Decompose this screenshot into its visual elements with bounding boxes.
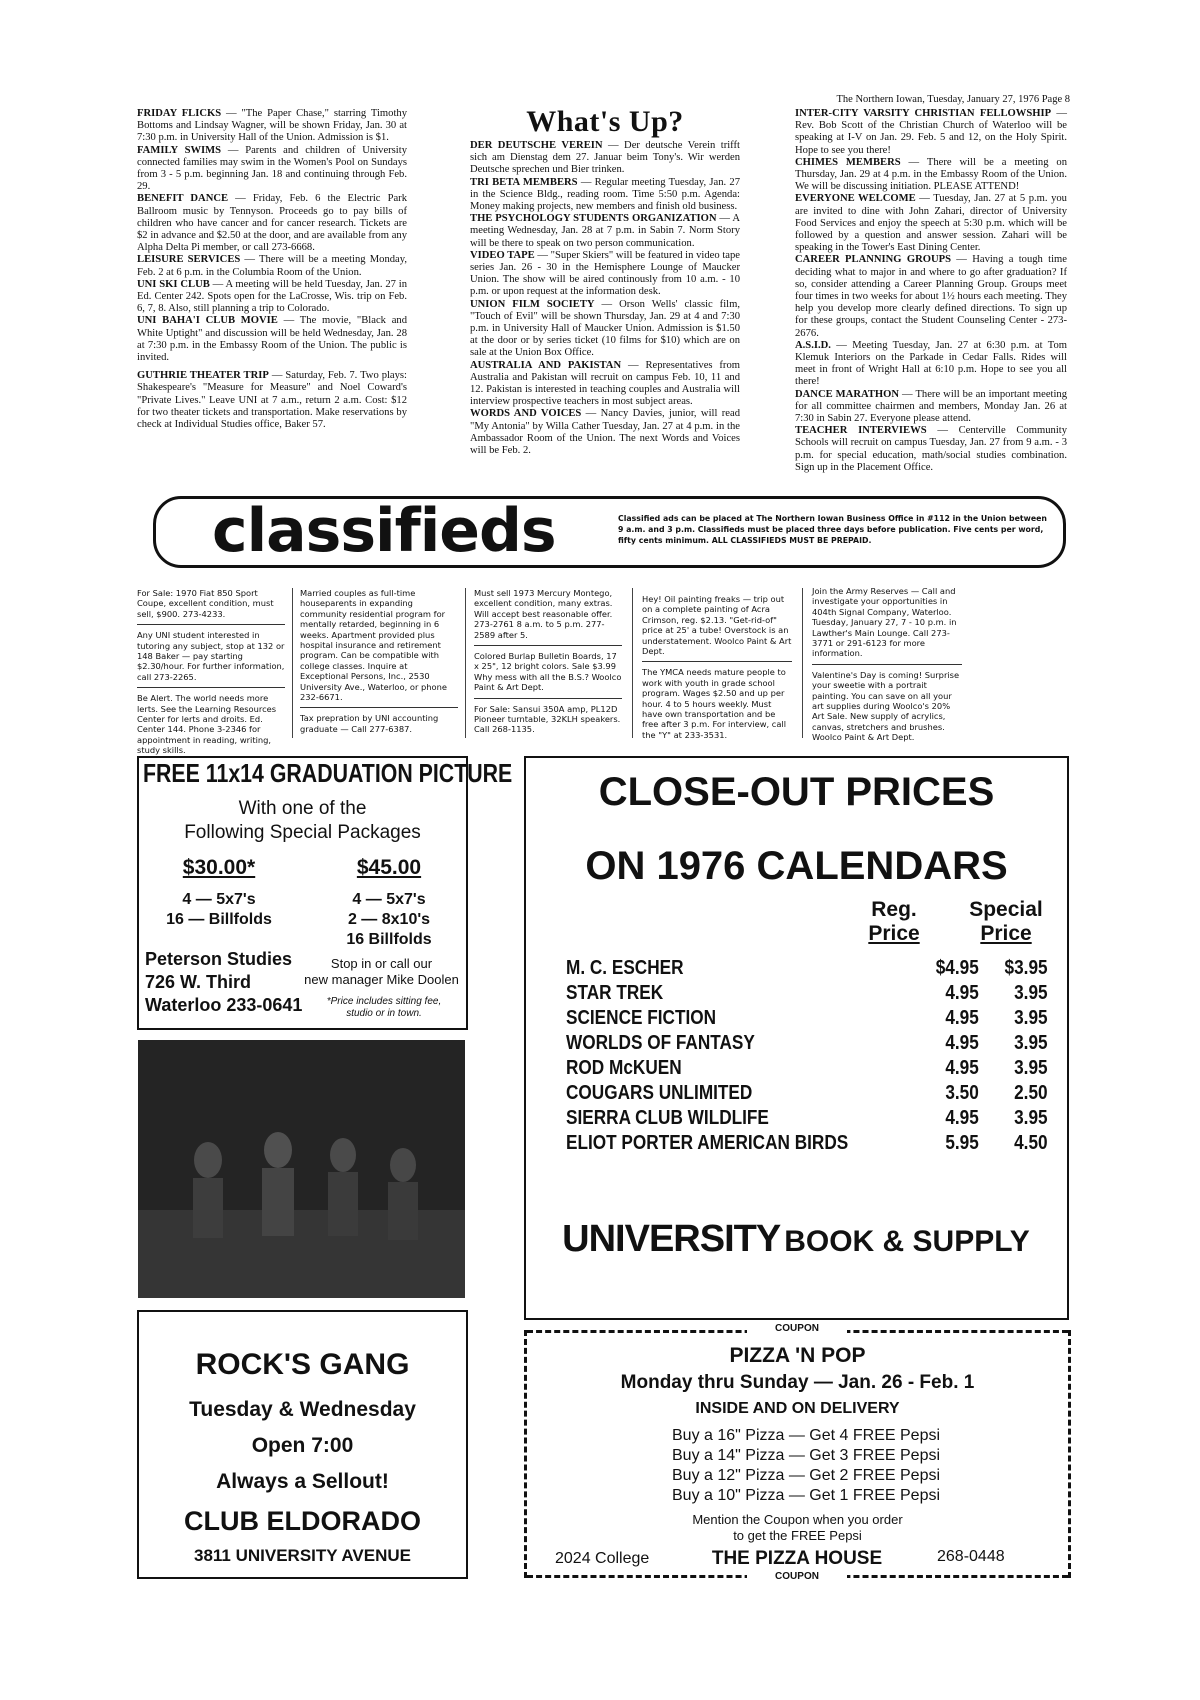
classified-ad: Be Alert. The world needs more lerts. See the Learning Resources Center for lerts and droits. Ed. Center 144. Phone 3-2346 for appointment in reading, writing, study skills. <box>137 693 277 756</box>
band-photo <box>138 1040 465 1298</box>
right-announcements <box>795 108 1067 474</box>
announcement: A.S.I.D. — Meeting Tuesday, Jan. 27 at 6:30 p.m. at Tom Klemuk Interiors on the Parkade in Cedar Falls. Rides will meet in front of Wright Hall at 6:10 p.m. Hope to see you all there! <box>795 339 1067 388</box>
announcement: VIDEO TAPE — "Super Skiers" will be featured in video tape series Jan. 26 - 30 in the Hemisphere Lounge of Maucker Union. The show will be aired continously from 10 a.m. - 10 p.m. or upon request at the information desk. <box>470 249 740 298</box>
classified-column <box>812 586 962 743</box>
classified-ad: Hey! Oil painting freaks — trip out on a complete painting of Acra Crimson, reg. $2.13. "Get-rid-of" price at 25' a tube! Overstock is an understatement. Woolco Paint & Art Dept. <box>642 594 792 657</box>
classified-ad: Valentine's Day is coming! Surprise your sweetie with a portrait painting. You can save on all your art supplies during Woolco's 20% Art Sale. New supply of acrylics, canvas, stretchers and brushes. Woolco Paint & Art Dept. <box>812 669 960 743</box>
pizza-offer: Buy a 16" Pizza — Get 4 FREE Pepsi <box>672 1427 941 1444</box>
university-book-supply-logo <box>556 1218 1036 1261</box>
price-row: COUGARS UNLIMITED 3.50 2.50 <box>566 1082 1048 1104</box>
classified-ad: Must sell 1973 Mercury Montego, excellent condition, many extras. Will accept best reasonable offer. 273-2761 8 a.m. to 5 p.m. 277-2589 after 5. <box>474 588 613 640</box>
pizza-offer: Buy a 14" Pizza — Get 3 FREE Pepsi <box>672 1447 941 1464</box>
store-logo-text: BOOK & SUPPLY <box>784 1225 1030 1258</box>
announcement: WORDS AND VOICES — Nancy Davies, junior, will read "My Antonia" by Willa Cather Tuesday, Jan. 27 at 4 p.m. in the Ambassador Room of the Union. The next Words and Voices will be Feb. 2. <box>470 408 740 457</box>
coupon-label-top: COUPON <box>747 1323 847 1334</box>
announcement: UNION FILM SOCIETY — Orson Wells' classic film, "Touch of Evil" will be shown Thursday, Jan. 29 at 4 and 7:30 p.m. in University Hall of Maucker Union. Admission is $1.50 at the door or by series ticket (10 films for $10) which are on sale at the Union Box Office. <box>470 298 740 359</box>
announcement: UNI SKI CLUB — A meeting will be held Tuesday, Jan. 27 in Ed. Center 242. Spots open for the LaCrosse, Wis. trip on Feb. 6, 7, 8. Also, still planning a trip to Colorado. <box>137 278 407 315</box>
announcement: EVERYONE WELCOME — Tuesday, Jan. 27 at 5 p.m. you are invited to dine with John Zahari, director of University Food Services and enjoy the speech at 5:30 p.m. which will be followed by a question and answer session. Zahari will be speaking in the Tower's East Dining Center. <box>795 193 1067 254</box>
classified-ad: For Sale: Sansui 350A amp, PL12D Pioneer turntable, 32KLH speakers. Call 268-1135. <box>474 703 621 735</box>
rocks-gang-title: ROCK'S GANG <box>195 1348 410 1381</box>
price-row: ELIOT PORTER AMERICAN BIRDS 5.95 4.50 <box>566 1132 1048 1154</box>
classified-column <box>474 588 622 735</box>
announcement: LEISURE SERVICES — There will be a meeting Monday, Feb. 2 at 6 p.m. in the Columbia Room of the Union. <box>137 254 407 278</box>
rocks-gang-tagline: Always a Sellout! <box>216 1470 389 1493</box>
calendar-closeout-ad <box>524 756 1069 1320</box>
price-package-1: $30.00* <box>182 856 256 879</box>
pizza-ad-dates: Monday thru Sunday — Jan. 26 - Feb. 1 <box>620 1372 975 1393</box>
classifieds-note: Classified ads can be placed at The Northern Iowan Business Office in #112 in the Union between 9 a.m. and 3 p.m. Classifieds must be placed three days before publication. Five cents per word, fifty cents minimum. ALL CLASSIFIEDS MUST BE PREPAID. <box>618 514 1047 545</box>
pizza-ad-title: PIZZA 'N POP <box>729 1344 866 1367</box>
classified-column <box>137 588 285 756</box>
announcement: AUSTRALIA AND PAKISTAN — Representatives from Australia and Pakistan will recruit on campus Feb. 10, 11 and 12. Pakistan is interested in teaching couples and Australia will interview prospective teachers in most subject areas. <box>470 359 740 408</box>
announcement: FAMILY SWIMS — Parents and children of University connected families may swim in the Women's Pool on Sundays from 3 - 5 p.m. beginning Jan. 18 and continuing through Feb. 29. <box>137 144 407 193</box>
announcement: GUTHRIE THEATER TRIP — Saturday, Feb. 7. Two plays: Shakespeare's "Measure for Measure" and Noel Coward's "Private Lives." Leave UNI at 7 a.m., return 2 a.m. Cost: $12 for two theater tickets and transportation. Make reservations by check at Individual Studies office, Baker 57. <box>137 370 407 431</box>
classified-ad: Any UNI student interested in tutoring any subject, stop at 132 or 148 Baker — pay starting $2.30/hour. For further information, call 273-2265. <box>137 630 285 682</box>
classified-ad: Join the Army Reserves — Call and investigate your opportunities in 404th Signal Company, Waterloo. Tuesday, January 27, 7 - 10 p.m. in Lawther's Main Lounge. Call 273-3771 or 291-6123 for more information. <box>812 586 957 659</box>
announcement: TRI BETA MEMBERS — Regular meeting Tuesday, Jan. 27 in the Science Bldg., reading room. Time 5:50 p.m. Agenda: Money making projects, new members and finish old business. <box>470 176 740 213</box>
classified-column <box>300 588 458 734</box>
special-price-header: Special Price <box>969 898 1043 945</box>
visit-note: Stop in or call our new manager Mike Doolen <box>304 956 459 987</box>
graduation-ad-subtitle-2: Following Special Packages <box>184 822 421 843</box>
club-name: CLUB ELDORADO <box>184 1506 421 1536</box>
graduation-picture-ad <box>137 756 513 1030</box>
announcement: CAREER PLANNING GROUPS — Having a tough time deciding what to major in and where to go after graduation? If so, consider attending a Career Planning Group. Groups meet four times in two weeks for about 1½ hours each meeting. They help you develop more clearly defined directions. To sign up for these groups, contact the Student Counseling Center - 273-2676. <box>795 254 1067 339</box>
pizza-house-name: THE PIZZA HOUSE <box>711 1548 883 1569</box>
middle-announcements <box>470 140 740 457</box>
pizza-ad-delivery: INSIDE AND ON DELIVERY <box>695 1400 900 1417</box>
announcement: TEACHER INTERVIEWS — Centerville Community Schools will recruit on campus Tuesday, Jan. 27 from 9 a.m. - 3 p.m. for special education, math/social studies combination. Sign up in the Placement Office. <box>795 425 1067 473</box>
announcement: BENEFIT DANCE — Friday, Feb. 6 the Electric Park Ballroom music by Tennyson. Proceeds go to pay bills of children who have cancer and for cancer research. Tickets are $2 in advance and $2.50 at the door, and are available from any Alpha Delta Pi member, or call 273-6668. <box>137 193 407 254</box>
price-footnote: *Price includes sitting fee, studio or in town. <box>326 996 442 1019</box>
classified-ad: The YMCA needs mature people to work with youth in grade school program. Wages $2.50 and up per hour. 4 to 5 hours weekly. Must have own transportation and be free after 3 p.m. For interview, call the "Y" at 233-3531. <box>642 667 787 740</box>
classified-column <box>642 594 792 740</box>
package-2-contents: 4 — 5x7's 2 — 8x10's 16 Billfolds <box>346 891 432 948</box>
classified-ad: Tax prepration by UNI accounting graduate — Call 277-6387. <box>300 713 439 734</box>
announcement: DANCE MARATHON — There will be an important meeting for all committee chairmen and members, Monday Jan. 26 at 7:30 in Sabin 27. Everyone please attend. <box>795 388 1067 425</box>
rocks-gang-time: Open 7:00 <box>251 1434 354 1457</box>
column-divider <box>465 588 466 738</box>
announcement: CHIMES MEMBERS — There will be a meeting on Thursday, Jan. 29 at 4 p.m. in the Embassy Room of the Union. We will be discussing initiation. PLEASE ATTEND! <box>795 156 1067 193</box>
graduation-ad-subtitle-1: With one of the <box>238 798 367 819</box>
column-divider <box>802 588 803 738</box>
classified-ad: For Sale: 1970 Fiat 850 Sport Coupe, excellent condition, must sell, $900. 273-4233. <box>137 588 274 619</box>
price-row: SCIENCE FICTION 4.95 3.95 <box>566 1007 1048 1029</box>
pizza-offer: Buy a 10" Pizza — Get 1 FREE Pepsi <box>672 1487 941 1504</box>
column-divider <box>632 588 633 738</box>
regular-price-header: Reg. Price <box>868 898 920 945</box>
calendar-ad-title-1: CLOSE-OUT PRICES <box>598 770 995 814</box>
store-logo-mark: UNIVERSITY <box>562 1218 781 1260</box>
price-row: STAR TREK 4.95 3.95 <box>566 982 1048 1004</box>
classifieds-banner <box>153 496 1066 568</box>
classified-ad: Married couples as full-time houseparents in expanding community residential program for mentally retarded, beginning in 6 weeks. Apartment provided plus hospital insurance and retirement program. Can be compatible with college classes. Inquire at Exceptional Persons, Inc., 2530 University Ave., Waterloo, or phone 232-6671. <box>300 588 447 703</box>
pizza-coupon <box>524 1323 1071 1582</box>
announcement: FRIDAY FLICKS — "The Paper Chase," starring Timothy Bottoms and Lindsay Wagner, will be shown Friday, Jan. 30 at 7:30 p.m. in University Hall of the Union. Admission is $1. <box>137 108 407 144</box>
price-row: SIERRA CLUB WILDLIFE 4.95 3.95 <box>566 1107 1048 1129</box>
rocks-gang-ad <box>137 1310 468 1579</box>
left-announcements <box>137 108 407 431</box>
announcement: DER DEUTSCHE VEREIN — Der deutsche Verein trifft sich am Dienstag dem 27. Januar beim Tony's. Wir werden Deutsche sprechen und Bier trinken. <box>470 140 740 176</box>
pizza-address: 2024 College <box>555 1550 650 1567</box>
pizza-offer: Buy a 12" Pizza — Get 2 FREE Pepsi <box>672 1467 941 1484</box>
whats-up-title: What's Up? <box>526 105 684 138</box>
rocks-gang-days: Tuesday & Wednesday <box>189 1398 416 1421</box>
page-folio: The Northern Iowan, Tuesday, January 27, 1976 Page 8 <box>836 94 1070 105</box>
package-1-contents: 4 — 5x7's 16 — Billfolds <box>166 891 272 928</box>
club-address: 3811 UNIVERSITY AVENUE <box>194 1546 411 1565</box>
pizza-phone: 268-0448 <box>937 1548 1005 1565</box>
pizza-mention-note: Mention the Coupon when you order to get the FREE Pepsi <box>692 1512 903 1543</box>
studio-address: Peterson Studies 726 W. Third Waterloo 233-0641 <box>145 949 303 1015</box>
coupon-label-bottom: COUPON <box>747 1571 847 1582</box>
calendar-ad-title-2: ON 1976 CALENDARS <box>585 844 1008 888</box>
classified-ad: Colored Burlap Bulletin Boards, 17 x 25", 12 bright colors. Sale $3.99 Why mess with all the B.S.? Woolco Paint & Art Dept. <box>474 651 622 693</box>
graduation-ad-title: FREE 11x14 GRADUATION PICTURE <box>143 758 513 788</box>
column-divider <box>292 588 293 738</box>
announcement: UNI BAHA'I CLUB MOVIE — The movie, "Black and White Uptight" and discussion will be held Wednesday, Jan. 28 at 7:30 p.m. in the Embassy Room of the Union. The public is invited. <box>137 315 408 364</box>
announcement: THE PSYCHOLOGY STUDENTS ORGANIZATION — A meeting Wednesday, Jan. 28 at 7 p.m. in Sabin 7. Norm Story will be there to speak on two person communication. <box>470 213 740 249</box>
announcement: INTER-CITY VARSITY CHRISTIAN FELLOWSHIP — Rev. Bob Scott of the Christian Church of Waterloo will be speaking at I-V on Jan. 29. Feb. 5 and 12, on the Holy Spirit. Hope to see you there! <box>795 108 1067 156</box>
pizza-offers <box>672 1426 940 1506</box>
price-row: WORLDS OF FANTASY 4.95 3.95 <box>566 1032 1048 1054</box>
price-row: ROD McKUEN 4.95 3.95 <box>566 1057 1048 1079</box>
calendar-price-table <box>566 956 1126 1156</box>
photo-image <box>138 1040 465 1298</box>
price-package-2: $45.00 <box>356 856 422 879</box>
price-row: M. C. ESCHER $4.95 $3.95 <box>566 957 1048 979</box>
classifieds-title: classifieds <box>212 496 556 566</box>
